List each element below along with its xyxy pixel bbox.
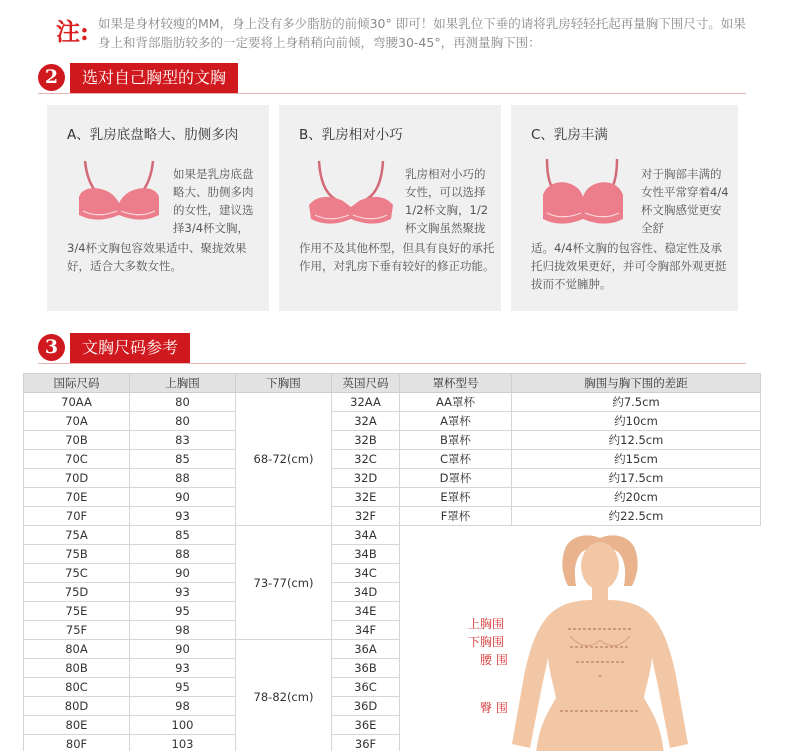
card-title: B、乳房相对小巧 [299, 127, 403, 143]
cell-uk-size: 34E [332, 602, 400, 621]
cell-under-bust-range: 73-77(cm) [236, 526, 332, 640]
card-bottom-text: 适。4/4杯文胸的包容性、稳定性及承托归拢效果更好，并可令胸部外观更挺拔而不觉臃肿。 [531, 241, 727, 291]
cell-cup: A罩杯 [400, 412, 512, 431]
cell-intl-size: 80F [24, 735, 130, 751]
cell-uk-size: 34A [332, 526, 400, 545]
table-row [24, 450, 761, 469]
cell-intl-size: 75B [24, 545, 130, 564]
table-row [24, 469, 761, 488]
cell-uk-size: 34B [332, 545, 400, 564]
cell-upper-bust: 83 [130, 431, 236, 450]
table-header-row [24, 374, 761, 393]
cell-intl-size: 75D [24, 583, 130, 602]
section-title: 选对自己胸型的文胸 [70, 63, 238, 93]
card-side-text: 对于胸部丰满的女性平常穿着4/4杯文胸感觉更安全舒 [641, 167, 729, 235]
label-under-bust: 下胸围 [468, 635, 505, 649]
cell-intl-size: 70D [24, 469, 130, 488]
cell-upper-bust: 90 [130, 488, 236, 507]
cell-cup: E罩杯 [400, 488, 512, 507]
cell-uk-size: 32F [332, 507, 400, 526]
cell-upper-bust: 95 [130, 602, 236, 621]
cell-difference: 约20cm [512, 488, 761, 507]
cell-intl-size: 80C [24, 678, 130, 697]
body-silhouette-image [400, 526, 762, 751]
cell-uk-size: 34F [332, 621, 400, 640]
table-row [24, 431, 761, 450]
card-title: A、乳房底盘略大、肋侧多肉 [67, 127, 239, 143]
bra-1-2-cup-image [305, 155, 395, 235]
cell-intl-size: 80E [24, 716, 130, 735]
bra-4-4-cup-image [537, 155, 627, 235]
column-header: 胸围与胸下围的差距 [512, 374, 761, 393]
cell-intl-size: 75A [24, 526, 130, 545]
card-title: C、乳房丰满 [531, 127, 608, 143]
column-header: 上胸围 [130, 374, 236, 393]
cell-intl-size: 70B [24, 431, 130, 450]
column-header: 英国尺码 [332, 374, 400, 393]
size-chart-table [23, 373, 761, 751]
cell-intl-size: 70F [24, 507, 130, 526]
cell-upper-bust: 100 [130, 716, 236, 735]
cell-intl-size: 70AA [24, 393, 130, 412]
table-row [24, 526, 761, 545]
cell-uk-size: 36D [332, 697, 400, 716]
cell-uk-size: 34D [332, 583, 400, 602]
label-upper-bust: 上胸围 [468, 617, 505, 631]
cell-intl-size: 70E [24, 488, 130, 507]
column-header: 国际尺码 [24, 374, 130, 393]
cell-upper-bust: 93 [130, 659, 236, 678]
cell-uk-size: 34C [332, 564, 400, 583]
cell-upper-bust: 93 [130, 583, 236, 602]
cell-difference: 约17.5cm [512, 469, 761, 488]
table-row [24, 507, 761, 526]
section-divider [38, 363, 746, 364]
section-number: 2 [38, 64, 65, 91]
cell-upper-bust: 98 [130, 697, 236, 716]
cell-upper-bust: 88 [130, 545, 236, 564]
cell-cup: F罩杯 [400, 507, 512, 526]
cell-uk-size: 32E [332, 488, 400, 507]
cell-intl-size: 75E [24, 602, 130, 621]
cell-upper-bust: 85 [130, 526, 236, 545]
cell-difference: 约15cm [512, 450, 761, 469]
cell-uk-size: 36C [332, 678, 400, 697]
section-title: 文胸尺码参考 [70, 333, 190, 363]
cell-intl-size: 80D [24, 697, 130, 716]
cell-difference: 约10cm [512, 412, 761, 431]
table-row [24, 488, 761, 507]
cell-upper-bust: 98 [130, 621, 236, 640]
cell-uk-size: 32D [332, 469, 400, 488]
cell-intl-size: 75C [24, 564, 130, 583]
cell-under-bust-range: 78-82(cm) [236, 640, 332, 751]
cell-difference: 约22.5cm [512, 507, 761, 526]
label-hip: 臀 围 [480, 701, 508, 715]
card-bottom-text: 3/4杯文胸包容效果适中、聚拢效果好，适合大多数女性。 [67, 241, 247, 273]
cell-uk-size: 32C [332, 450, 400, 469]
cell-upper-bust: 103 [130, 735, 236, 751]
cell-intl-size: 70A [24, 412, 130, 431]
bra-type-card-c [511, 105, 738, 311]
cell-upper-bust: 90 [130, 640, 236, 659]
cell-uk-size: 36F [332, 735, 400, 751]
cell-upper-bust: 85 [130, 450, 236, 469]
bra-type-card-a [47, 105, 269, 311]
column-header: 下胸围 [236, 374, 332, 393]
cell-uk-size: 36B [332, 659, 400, 678]
note-text: 如果是身材较瘦的MM，身上没有多少脂肪的前倾30° 即可！如果乳位下垂的请将乳房轻轻托起再量胸下围尺寸。如果身上和背部脂肪较多的一定要将上身稍稍向前倾，弯腰30-45°，再测量胸下围： [98, 16, 746, 50]
card-bottom-text: 作用不及其他杯型，但具有良好的承托作用，对乳房下垂有较好的修正功能。 [299, 241, 495, 273]
cell-upper-bust: 80 [130, 393, 236, 412]
cell-upper-bust: 90 [130, 564, 236, 583]
cell-uk-size: 32A [332, 412, 400, 431]
cell-intl-size: 80B [24, 659, 130, 678]
label-waist: 腰 围 [480, 653, 508, 667]
table-row [24, 393, 761, 412]
cell-upper-bust: 93 [130, 507, 236, 526]
card-side-text: 乳房相对小巧的女性，可以选择1/2杯文胸，1/2杯文胸虽然聚拢 [405, 167, 489, 235]
cell-upper-bust: 80 [130, 412, 236, 431]
cell-upper-bust: 88 [130, 469, 236, 488]
body-measurement-figure [400, 526, 761, 751]
cell-cup: C罩杯 [400, 450, 512, 469]
cell-cup: D罩杯 [400, 469, 512, 488]
column-header: 罩杯型号 [400, 374, 512, 393]
card-side-text: 如果是乳房底盘略大、肋侧多肉的女性，建议选择3/4杯文胸， [173, 167, 254, 235]
section-divider [38, 93, 746, 94]
cell-difference: 约7.5cm [512, 393, 761, 412]
cell-cup: AA罩杯 [400, 393, 512, 412]
cell-difference: 约12.5cm [512, 431, 761, 450]
bra-3-4-cup-image [73, 153, 163, 233]
section-number: 3 [38, 334, 65, 361]
cell-uk-size: 36A [332, 640, 400, 659]
cell-intl-size: 80A [24, 640, 130, 659]
cell-upper-bust: 95 [130, 678, 236, 697]
cell-intl-size: 75F [24, 621, 130, 640]
note-mark: 注: [56, 17, 89, 46]
cell-under-bust-range: 68-72(cm) [236, 393, 332, 526]
cell-cup: B罩杯 [400, 431, 512, 450]
bra-type-card-b [279, 105, 501, 311]
cell-intl-size: 70C [24, 450, 130, 469]
cell-uk-size: 32AA [332, 393, 400, 412]
cell-uk-size: 32B [332, 431, 400, 450]
cell-uk-size: 36E [332, 716, 400, 735]
table-row [24, 412, 761, 431]
